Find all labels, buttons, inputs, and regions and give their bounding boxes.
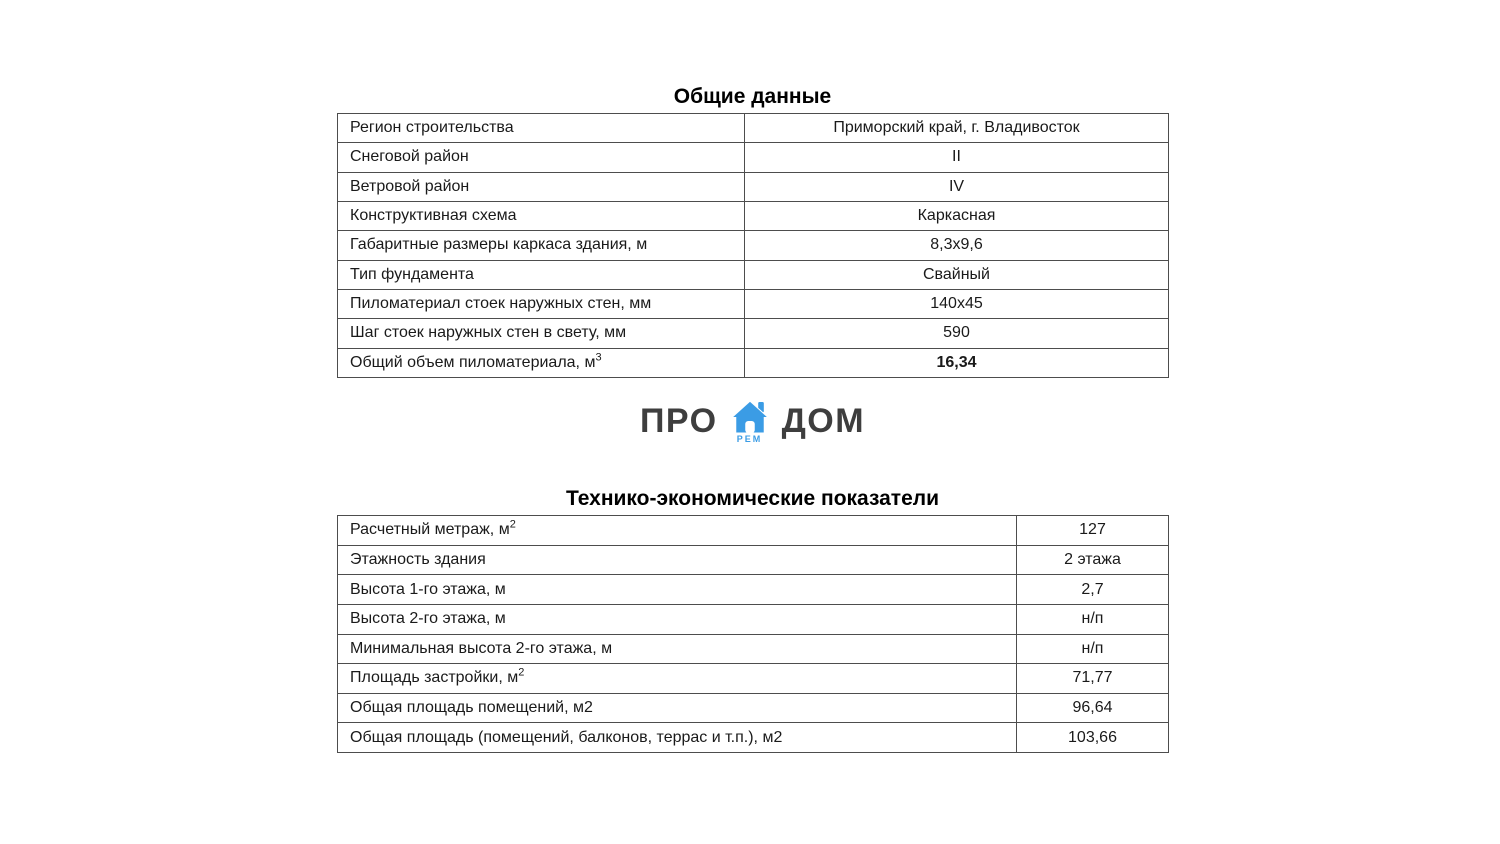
row-label: Тип фундамента <box>338 260 745 289</box>
general-data-table-body <box>338 114 1169 378</box>
logo <box>337 394 1168 448</box>
table-row <box>338 114 1169 143</box>
row-label: Этажность здания <box>338 545 1017 575</box>
row-label: Общая площадь помещений, м2 <box>338 693 1017 723</box>
table-row <box>338 143 1169 172</box>
row-label: Общая площадь (помещений, балконов, террас и т.п.), м2 <box>338 723 1017 753</box>
table-row <box>338 201 1169 230</box>
row-label: Снеговой район <box>338 143 745 172</box>
row-value: II <box>745 143 1169 172</box>
row-value: 103,66 <box>1017 723 1169 753</box>
row-label: Габаритные размеры каркаса здания, м <box>338 231 745 260</box>
row-value: Свайный <box>745 260 1169 289</box>
table-row <box>338 348 1169 377</box>
logo-word-pro: ПРО <box>639 402 718 440</box>
row-label: Общий объем пиломатериала, $м^3$ <box>338 348 745 377</box>
unit-superscript: 3 <box>595 351 602 364</box>
row-label: Площадь застройки, $м^2$ <box>338 664 1017 694</box>
row-value: 2,7 <box>1017 575 1169 605</box>
logo-sub-label: РЕМ <box>736 433 763 444</box>
row-label: Регион строительства <box>338 114 745 143</box>
row-label: Расчетный метраж, $м^2$ <box>338 516 1017 546</box>
row-value: 590 <box>745 319 1169 348</box>
row-label: Высота 2-го этажа, м <box>338 604 1017 634</box>
row-label: Конструктивная схема <box>338 201 745 230</box>
table-row <box>338 723 1169 753</box>
row-label: Шаг стоек наружных стен в свету, мм <box>338 319 745 348</box>
logo-word-dom: ДОМ <box>781 402 866 440</box>
tech-indicators-table-body <box>338 516 1169 753</box>
table-row <box>338 545 1169 575</box>
row-label: Пиломатериал стоек наружных стен, мм <box>338 289 745 318</box>
logo-icon-block <box>731 401 769 444</box>
table-row <box>338 319 1169 348</box>
row-value: Приморский край, г. Владивосток <box>745 114 1169 143</box>
house-icon <box>731 401 769 434</box>
table-row <box>338 634 1169 664</box>
table-row <box>338 604 1169 634</box>
row-value: 127 <box>1017 516 1169 546</box>
row-value: 71,77 <box>1017 664 1169 694</box>
row-value: Каркасная <box>745 201 1169 230</box>
general-data-title: Общие данные <box>673 85 832 108</box>
table-row <box>338 289 1169 318</box>
row-value: н/п <box>1017 634 1169 664</box>
row-label: Высота 1-го этажа, м <box>338 575 1017 605</box>
table-row <box>338 575 1169 605</box>
table-row <box>338 260 1169 289</box>
row-value: 16,34 <box>745 348 1169 377</box>
table-row <box>338 231 1169 260</box>
table-row <box>338 693 1169 723</box>
unit-superscript: 2 <box>518 667 525 680</box>
tech-indicators-table <box>337 515 1169 753</box>
row-label: Ветровой район <box>338 172 745 201</box>
general-data-table <box>337 113 1169 378</box>
row-value: н/п <box>1017 604 1169 634</box>
row-value: IV <box>745 172 1169 201</box>
row-value: 8,3х9,6 <box>745 231 1169 260</box>
row-value: 2 этажа <box>1017 545 1169 575</box>
row-label: Минимальная высота 2-го этажа, м <box>338 634 1017 664</box>
table-row <box>338 172 1169 201</box>
row-value: 96,64 <box>1017 693 1169 723</box>
row-value: 140х45 <box>745 289 1169 318</box>
unit-superscript: 2 <box>509 518 516 531</box>
table-row <box>338 664 1169 694</box>
table-row <box>338 516 1169 546</box>
tech-indicators-title: Технико-экономические показатели <box>565 487 940 510</box>
